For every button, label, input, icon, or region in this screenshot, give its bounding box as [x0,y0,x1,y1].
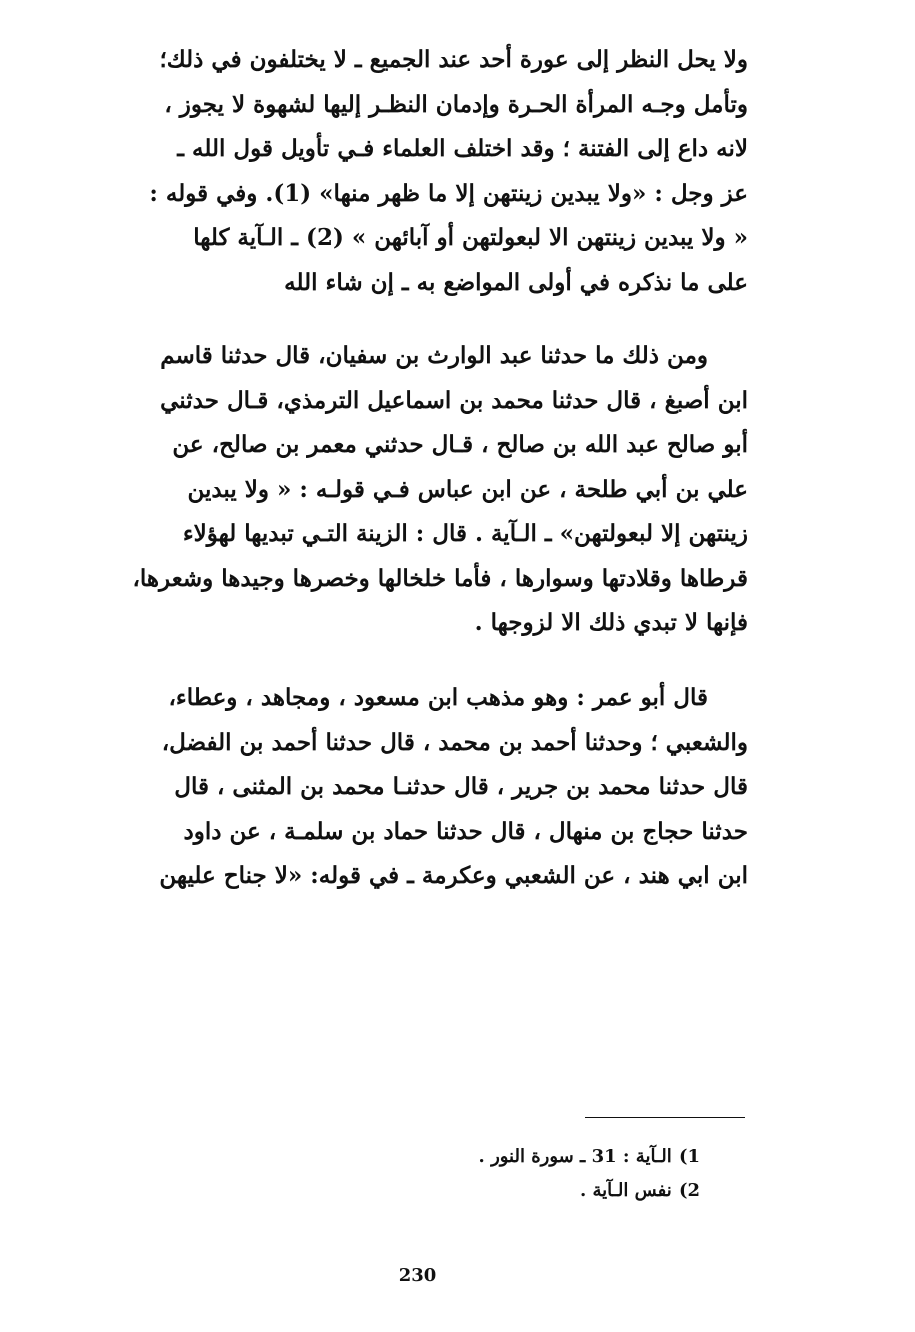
paragraph-1 [108,38,748,305]
footnote-1 [380,1140,700,1174]
text-line: وتأمل وجـه المرأة الحـرة وإدمان النظـر إليها لشهوة لا يجوز ، [164,90,748,118]
footnote-number: 2) [678,1180,700,1201]
text-line: عز وجل : «ولا يبدين زينتهن إلا ما ظهر منها» (1). وفي قوله : [149,179,748,207]
paragraph-3 [108,676,748,899]
text-line: قال حدثنا محمد بن جرير ، قال حدثنـا محمد بن المثنى ، قال [174,773,748,800]
text-line: ومن ذلك ما حدثنا عبد الوارث بن سفيان، قال حدثنا قاسم [160,342,708,369]
paragraph-2 [108,334,748,646]
text-line: حدثنا حجاج بن منهال ، قال حدثنا حماد بن سلمـة ، عن داود [183,817,748,845]
text-line: « ولا يبدين زينتهن الا لبعولتهن أو آبائهن » (2) ـ الـآية كلها [193,224,748,251]
text-line: علي بن أبي طلحة ، عن ابن عباس فـي قولـه : « ولا يبدين [187,475,748,503]
page-number: 230 [398,1265,437,1286]
footnote-text: نفس الـآية . [579,1180,672,1201]
text-line: ولا يحل النظر إلى عورة أحد عند الجميع ـ لا يختلفون في ذلك؛ [159,46,748,73]
text-line: أبو صالح عبد الله بن صالح ، قـال حدثني معمر بن صالح، عن [172,431,748,458]
text-line: ابن أصبغ ، قال حدثنا محمد بن اسماعيل الترمذي، قـال حدثني [160,386,748,414]
footnote-divider [585,1117,745,1118]
footnote-text: الـآية : 31 ـ سورة النور . [478,1146,672,1167]
footnote-2 [380,1174,700,1208]
text-line: على ما نذكره في أولى المواضع به ـ إن شاء الله [284,268,748,296]
text-line: ابن ابي هند ، عن الشعبي وعكرمة ـ في قوله: «لا جناح عليهن [159,862,748,889]
text-line: قرطاها وقلادتها وسوارها ، فأما خلخالها وخصرها وجيدها وشعرها، [132,564,748,592]
text-line: قال أبو عمر : وهو مذهب ابن مسعود ، ومجاهد ، وعطاء، [168,684,708,711]
text-line: لانه داع إلى الفتنة ؛ وقد اختلف العلماء فـي تأويل قول الله ـ [177,135,748,162]
text-line: والشعبي ؛ وحدثنا أحمد بن محمد ، قال حدثنا أحمد بن الفضل، [161,728,748,756]
footnotes [380,1140,700,1208]
text-line: فإنها لا تبدي ذلك الا لزوجها . [474,609,748,636]
footnote-number: 1) [678,1146,700,1167]
text-line: زينتهن إلا لبعولتهن» ـ الـآية . قال : الزينة التـي تبديها لهؤلاء [182,520,748,547]
